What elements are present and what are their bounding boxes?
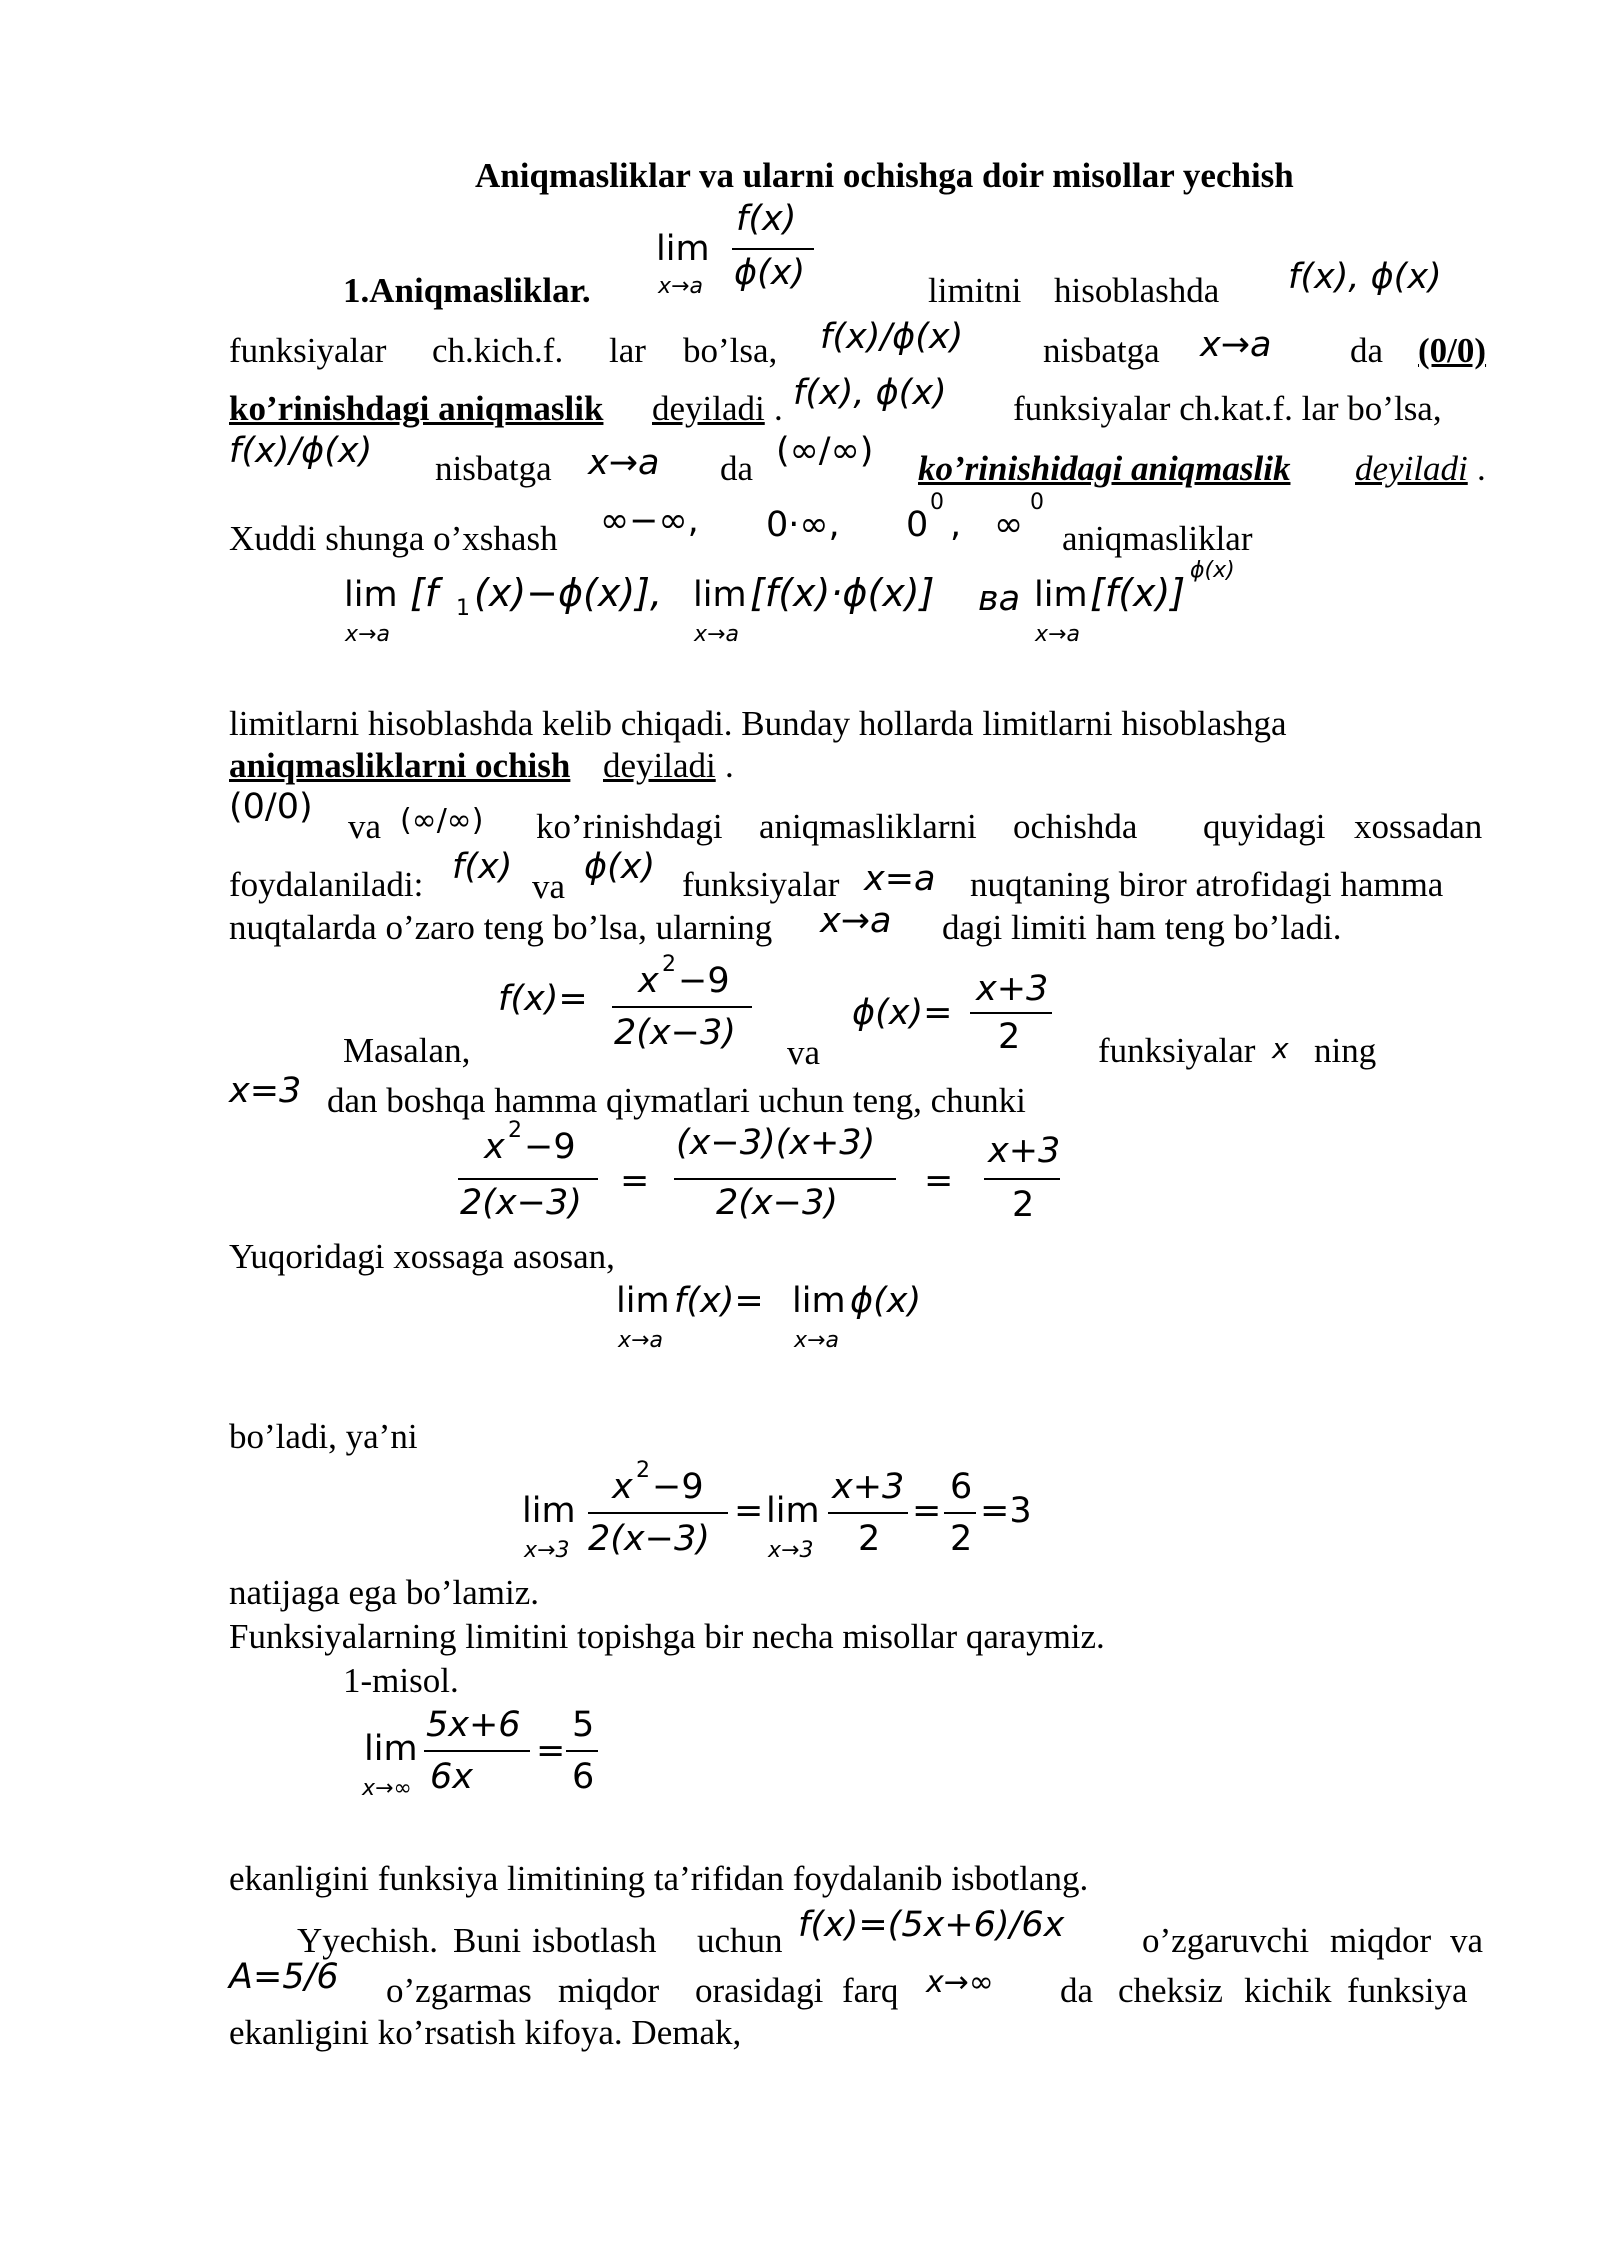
text-word: miqdor xyxy=(1330,1921,1432,1960)
fraction-bar xyxy=(828,1512,908,1514)
math-denominator: 2(x−3) xyxy=(614,1013,736,1053)
fraction-bar xyxy=(944,1512,976,1514)
form-zero-zero: (0/0) xyxy=(1418,331,1487,370)
lim-subscript: x→a xyxy=(694,622,739,647)
math-denominator: 2 xyxy=(1012,1185,1035,1225)
lim-subscript: x→∞ xyxy=(362,1776,412,1801)
text-word: o’zgaruvchi xyxy=(1142,1921,1310,1960)
math-arrow: x→a xyxy=(588,443,660,483)
text-fragment: nuqtaning biror atrofidagi hamma xyxy=(970,865,1444,904)
math-numerator: x+3 xyxy=(988,1131,1061,1171)
text-word: hisoblashda xyxy=(1054,271,1220,310)
fraction-bar xyxy=(458,1178,598,1180)
section-heading: 1.Aniqmasliklar. xyxy=(343,271,591,310)
superscript: 2 xyxy=(662,952,676,977)
example-label: 1-misol. xyxy=(343,1661,459,1700)
math-numerator: −9 xyxy=(678,961,730,1001)
subscript: 1 xyxy=(456,596,470,621)
math-ratio: f(x)/ϕ(x) xyxy=(820,317,964,357)
fraction-bar xyxy=(984,1178,1060,1180)
math-numerator: x+3 xyxy=(976,969,1049,1009)
math-numerator: −9 xyxy=(524,1127,576,1167)
text-line: natijaga ega bo’lamiz. xyxy=(229,1573,539,1612)
text-word: funksiyalar xyxy=(229,331,387,370)
form-zero-power: 0 xyxy=(906,505,929,545)
fraction-bar xyxy=(588,1512,728,1514)
math-numerator: 5x+6 xyxy=(426,1705,521,1745)
equals-sign: = xyxy=(912,1491,942,1531)
equals-sign: = xyxy=(734,1491,764,1531)
text-word: va xyxy=(348,807,382,846)
lim-numerator: f(x) xyxy=(736,199,797,239)
lim-word: lim xyxy=(1034,575,1088,615)
math-denominator: 2(x−3) xyxy=(460,1183,582,1223)
math-phi: ϕ(x) xyxy=(584,847,656,887)
fraction-bar xyxy=(674,1178,896,1180)
term-underlined: deyiladi xyxy=(603,746,716,785)
equals-sign: = xyxy=(924,1161,954,1201)
term-underlined: deyiladi xyxy=(652,389,765,428)
text-word: nisbatga xyxy=(435,449,552,488)
text-fragment: Xuddi shunga o’xshash xyxy=(229,519,558,558)
text-word: Masalan, xyxy=(343,1031,471,1070)
punctuation: . xyxy=(1477,449,1486,488)
lim-word: lim xyxy=(616,1281,670,1321)
text-word: va xyxy=(787,1033,821,1072)
text-word: da xyxy=(720,449,754,488)
lim-word: lim xyxy=(766,1491,820,1531)
text-line: ekanligini funksiya limitining ta’rifidan foydalanib isbotlang. xyxy=(229,1859,1089,1898)
lim-word: lim xyxy=(656,229,710,269)
text-word: farq xyxy=(842,1971,899,2010)
text-word: ochishda xyxy=(1013,807,1138,846)
math-numerator: 5 xyxy=(572,1705,595,1745)
lim-subscript: x→a xyxy=(618,1328,663,1353)
text-word: aniqmasliklar xyxy=(1062,519,1253,558)
math-numerator: 6 xyxy=(950,1467,973,1507)
text-word: uchun xyxy=(697,1921,783,1960)
text-word: Buni xyxy=(453,1921,522,1960)
form-inf-power: ∞ xyxy=(994,505,1024,545)
punctuation: , xyxy=(950,505,962,545)
math-equation: x=a xyxy=(864,859,936,899)
lim-subscript: x→a xyxy=(345,622,390,647)
punctuation: . xyxy=(774,389,783,428)
math-expr: [f(x)] xyxy=(1090,571,1186,615)
text-word: ko’rinishdagi xyxy=(536,807,723,846)
fraction-bar xyxy=(424,1750,530,1752)
text-word: va xyxy=(1450,1921,1484,1960)
text-word: funksiyalar xyxy=(1098,1031,1256,1070)
math-functions: f(x), ϕ(x) xyxy=(1288,257,1442,297)
math-expr: [f(x)·ϕ(x)] xyxy=(750,571,935,615)
text-word: funksiyalar xyxy=(682,865,840,904)
text-word: ning xyxy=(1314,1031,1377,1070)
math-numerator: x xyxy=(484,1127,505,1167)
form-inf-minus-inf: ∞−∞, xyxy=(600,501,699,541)
text-word: Yyechish. xyxy=(297,1921,438,1960)
text-word: aniqmasliklarni xyxy=(759,807,977,846)
text-line: Funksiyalarning limitini topishga bir necha misollar qaraymiz. xyxy=(229,1617,1105,1656)
text-word: nisbatga xyxy=(1043,331,1160,370)
math-f-lhs: f(x)= xyxy=(498,979,588,1019)
text-word: da xyxy=(1350,331,1384,370)
text-word: orasidagi xyxy=(695,1971,824,2010)
superscript: 2 xyxy=(508,1118,522,1143)
text-fragment: funksiyalar ch.kat.f. lar bo’lsa, xyxy=(1013,389,1442,428)
math-expr: ϕ(x) xyxy=(850,1281,922,1321)
math-numerator: (x−3)(x+3) xyxy=(676,1123,876,1163)
punctuation: . xyxy=(725,746,734,785)
text-word: lar xyxy=(609,331,646,370)
text-line: bo’ladi, ya’ni xyxy=(229,1417,418,1456)
equals-sign: = xyxy=(536,1731,566,1771)
lim-word: lim xyxy=(693,575,747,615)
lim-subscript: x→a xyxy=(1035,622,1080,647)
lim-subscript: x→3 xyxy=(524,1538,570,1563)
superscript: 0 xyxy=(1030,490,1044,515)
equals-sign: = xyxy=(620,1161,650,1201)
text-word: miqdor xyxy=(558,1971,660,2010)
lim-word: lim xyxy=(522,1491,576,1531)
text-word: ch.kich.f. xyxy=(432,331,564,370)
math-denominator: 2 xyxy=(998,1017,1021,1057)
math-denominator: 2(x−3) xyxy=(588,1519,710,1559)
text-word: da xyxy=(1060,1971,1094,2010)
text-word: cheksiz xyxy=(1118,1971,1223,2010)
text-word: funksiya xyxy=(1347,1971,1468,2010)
math-expr: f(x)= xyxy=(674,1281,764,1321)
math-expr: f(x)=(5x+6)/6x xyxy=(798,1905,1065,1945)
math-f: f(x) xyxy=(452,847,513,887)
term-bold: ko’rinishdagi aniqmaslik xyxy=(229,389,604,428)
lim-subscript: x→3 xyxy=(768,1538,814,1563)
text-fragment: dan boshqa hamma qiymatlari uchun teng, chunki xyxy=(327,1081,1026,1120)
superscript: ϕ(x) xyxy=(1190,558,1235,583)
math-expr: (x)−ϕ(x)], xyxy=(474,571,663,615)
lim-word: lim xyxy=(364,1729,418,1769)
text-word: xossadan xyxy=(1354,807,1483,846)
term-underlined: deyiladi xyxy=(1355,449,1468,488)
term-bold: aniqmasliklarni ochish xyxy=(229,746,571,785)
math-ratio: f(x)/ϕ(x) xyxy=(229,431,373,471)
text-word: limitni xyxy=(928,271,1022,310)
math-result: =3 xyxy=(980,1491,1032,1531)
text-line: ekanligini ko’rsatish kifoya. Demak, xyxy=(229,2013,742,2052)
math-equation: x=3 xyxy=(229,1071,302,1111)
form-zero-inf: 0·∞, xyxy=(766,505,840,545)
lim-subscript: x→a xyxy=(658,274,703,299)
fraction-bar xyxy=(970,1012,1052,1014)
text-fragment: limitlarni hisoblashda kelib chiqadi. Bunday hollarda limitlarni hisoblashga xyxy=(229,704,1287,743)
page-title: Aniqmasliklar va ularni ochishga doir misollar yechish xyxy=(475,156,1294,195)
math-denominator: 2 xyxy=(858,1519,881,1559)
math-functions: f(x), ϕ(x) xyxy=(793,373,947,413)
text-fragment: nuqtalarda o’zaro teng bo’lsa, ularning xyxy=(229,908,773,947)
text-word: foydalaniladi: xyxy=(229,865,424,904)
text-word: va xyxy=(532,867,566,906)
form-inf-inf: (∞/∞) xyxy=(776,431,874,471)
term-bold: ko’rinishidagi aniqmaslik xyxy=(918,449,1291,488)
text-word: quyidagi xyxy=(1203,807,1326,846)
text-word: kichik xyxy=(1244,1971,1332,2010)
math-expr: A=5/6 xyxy=(229,1957,339,1997)
fraction-bar xyxy=(732,248,814,250)
superscript: 0 xyxy=(930,490,944,515)
form-inf-inf: (∞/∞) xyxy=(400,803,484,838)
math-numerator: x xyxy=(612,1467,633,1507)
math-denominator: 2(x−3) xyxy=(716,1183,838,1223)
math-denominator: 6x xyxy=(430,1757,473,1797)
text-line: Yuqoridagi xossaga asosan, xyxy=(229,1237,615,1276)
lim-word: lim xyxy=(792,1281,846,1321)
math-numerator: x xyxy=(638,961,659,1001)
lim-denominator: ϕ(x) xyxy=(734,253,806,293)
math-arrow: x→∞ xyxy=(926,1965,994,2000)
math-expr: [f xyxy=(410,571,439,615)
math-denominator: 2 xyxy=(950,1519,973,1559)
math-denominator: 6 xyxy=(572,1757,595,1797)
lim-word: lim xyxy=(344,575,398,615)
text-word: ва xyxy=(978,579,1021,619)
text-word: isbotlash xyxy=(532,1921,657,1960)
superscript: 2 xyxy=(636,1458,650,1483)
lim-subscript: x→a xyxy=(794,1328,839,1353)
math-var: x xyxy=(1272,1032,1289,1065)
form-zero-zero: (0/0) xyxy=(229,787,313,827)
math-phi-lhs: ϕ(x)= xyxy=(852,993,953,1033)
text-word: o’zgarmas xyxy=(386,1971,532,2010)
fraction-bar xyxy=(566,1750,598,1752)
paragraph-line xyxy=(229,703,1486,745)
math-arrow: x→a xyxy=(820,901,892,941)
math-numerator: x+3 xyxy=(832,1467,905,1507)
math-arrow: x→a xyxy=(1200,325,1272,365)
text-word: bo’lsa, xyxy=(683,331,778,370)
math-numerator: −9 xyxy=(652,1467,704,1507)
text-fragment: dagi limiti ham teng bo’ladi. xyxy=(942,908,1342,947)
fraction-bar xyxy=(612,1006,752,1008)
